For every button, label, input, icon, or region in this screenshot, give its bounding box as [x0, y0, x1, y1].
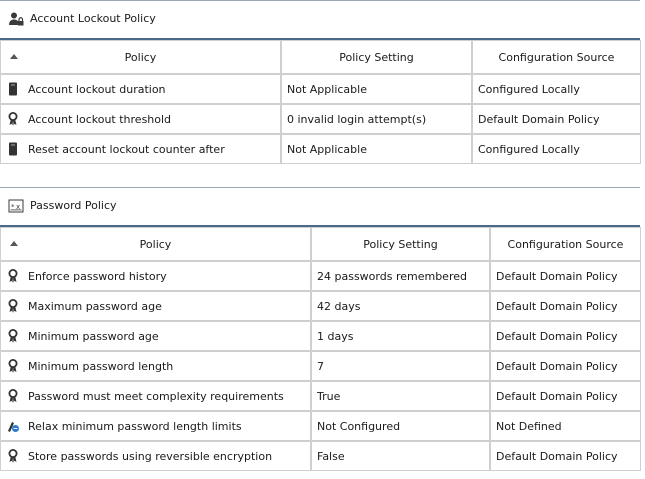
configuration-source: Default Domain Policy	[490, 441, 641, 471]
policy-setting: True	[311, 381, 490, 411]
svg-text:*: *	[11, 202, 15, 211]
policy-name: Password must meet complexity requirements	[28, 389, 284, 403]
policy-setting: 0 invalid login attempt(s)	[281, 104, 472, 134]
policy-name: Maximum password age	[28, 299, 162, 313]
account-lockout-section-header	[0, 0, 640, 36]
policy-setting: 24 passwords remembered	[311, 261, 490, 291]
policy-name: Reset account lockout counter after	[28, 142, 225, 156]
policy-setting: 42 days	[311, 291, 490, 321]
policy-name: Minimum password length	[28, 359, 174, 373]
password-policy-table	[0, 227, 641, 471]
configuration-source: Not Defined	[490, 411, 641, 441]
configuration-source: Configured Locally	[472, 74, 641, 104]
table-row[interactable]	[0, 351, 641, 381]
table-row[interactable]	[0, 321, 641, 351]
table-row[interactable]	[0, 134, 641, 164]
password-section-header	[0, 187, 640, 223]
sort-ascending-icon	[10, 241, 18, 246]
configuration-source: Default Domain Policy	[490, 291, 641, 321]
sort-ascending-icon	[10, 54, 18, 59]
ribbon-icon	[6, 328, 20, 344]
policy-setting: Not Configured	[311, 411, 490, 441]
section-title: Account Lockout Policy	[30, 12, 156, 25]
table-row[interactable]	[0, 381, 641, 411]
configuration-source: Configured Locally	[472, 134, 641, 164]
policy-name: Enforce password history	[28, 269, 167, 283]
policy-name: Relax minimum password length limits	[28, 419, 242, 433]
table-row[interactable]	[0, 104, 641, 134]
ribbon-icon	[6, 268, 20, 284]
table-row[interactable]	[0, 441, 641, 471]
policy-name: Minimum password age	[28, 329, 159, 343]
configuration-source: Default Domain Policy	[490, 321, 641, 351]
column-header-configuration-source[interactable]: Configuration Source	[472, 40, 641, 74]
policy-setting: Not Applicable	[281, 74, 472, 104]
column-header-policy-setting[interactable]: Policy Setting	[311, 227, 490, 261]
policy-name: Account lockout threshold	[28, 112, 172, 126]
column-header-configuration-source[interactable]: Configuration Source	[490, 227, 641, 261]
table-row[interactable]	[0, 74, 641, 104]
column-header-policy-setting[interactable]: Policy Setting	[281, 40, 472, 74]
ribbon-icon	[6, 358, 20, 374]
configuration-source: Default Domain Policy	[490, 261, 641, 291]
column-header-policy[interactable]: Policy	[0, 227, 311, 261]
device-icon	[6, 141, 20, 157]
configuration-source: Default Domain Policy	[490, 381, 641, 411]
table-row[interactable]	[0, 291, 641, 321]
configuration-source: Default Domain Policy	[472, 104, 641, 134]
device-icon	[6, 81, 20, 97]
policy-setting: 7	[311, 351, 490, 381]
user-lock-icon	[8, 11, 24, 27]
svg-text:x: x	[16, 202, 21, 211]
table-header-row	[0, 40, 641, 74]
policy-setting: Not Applicable	[281, 134, 472, 164]
table-row[interactable]	[0, 411, 641, 441]
not-configured-icon	[6, 418, 20, 434]
ribbon-icon	[6, 298, 20, 314]
password-form-icon	[8, 198, 24, 214]
ribbon-icon	[6, 388, 20, 404]
account-lockout-table	[0, 40, 641, 164]
configuration-source: Default Domain Policy	[490, 351, 641, 381]
ribbon-icon	[6, 111, 20, 127]
section-title: Password Policy	[30, 199, 117, 212]
policy-setting: False	[311, 441, 490, 471]
policy-setting: 1 days	[311, 321, 490, 351]
column-header-policy[interactable]: Policy	[0, 40, 281, 74]
ribbon-icon	[6, 448, 20, 464]
policy-name: Account lockout duration	[28, 82, 166, 96]
table-header-row	[0, 227, 641, 261]
policy-name: Store passwords using reversible encryption	[28, 449, 273, 463]
table-row[interactable]	[0, 261, 641, 291]
